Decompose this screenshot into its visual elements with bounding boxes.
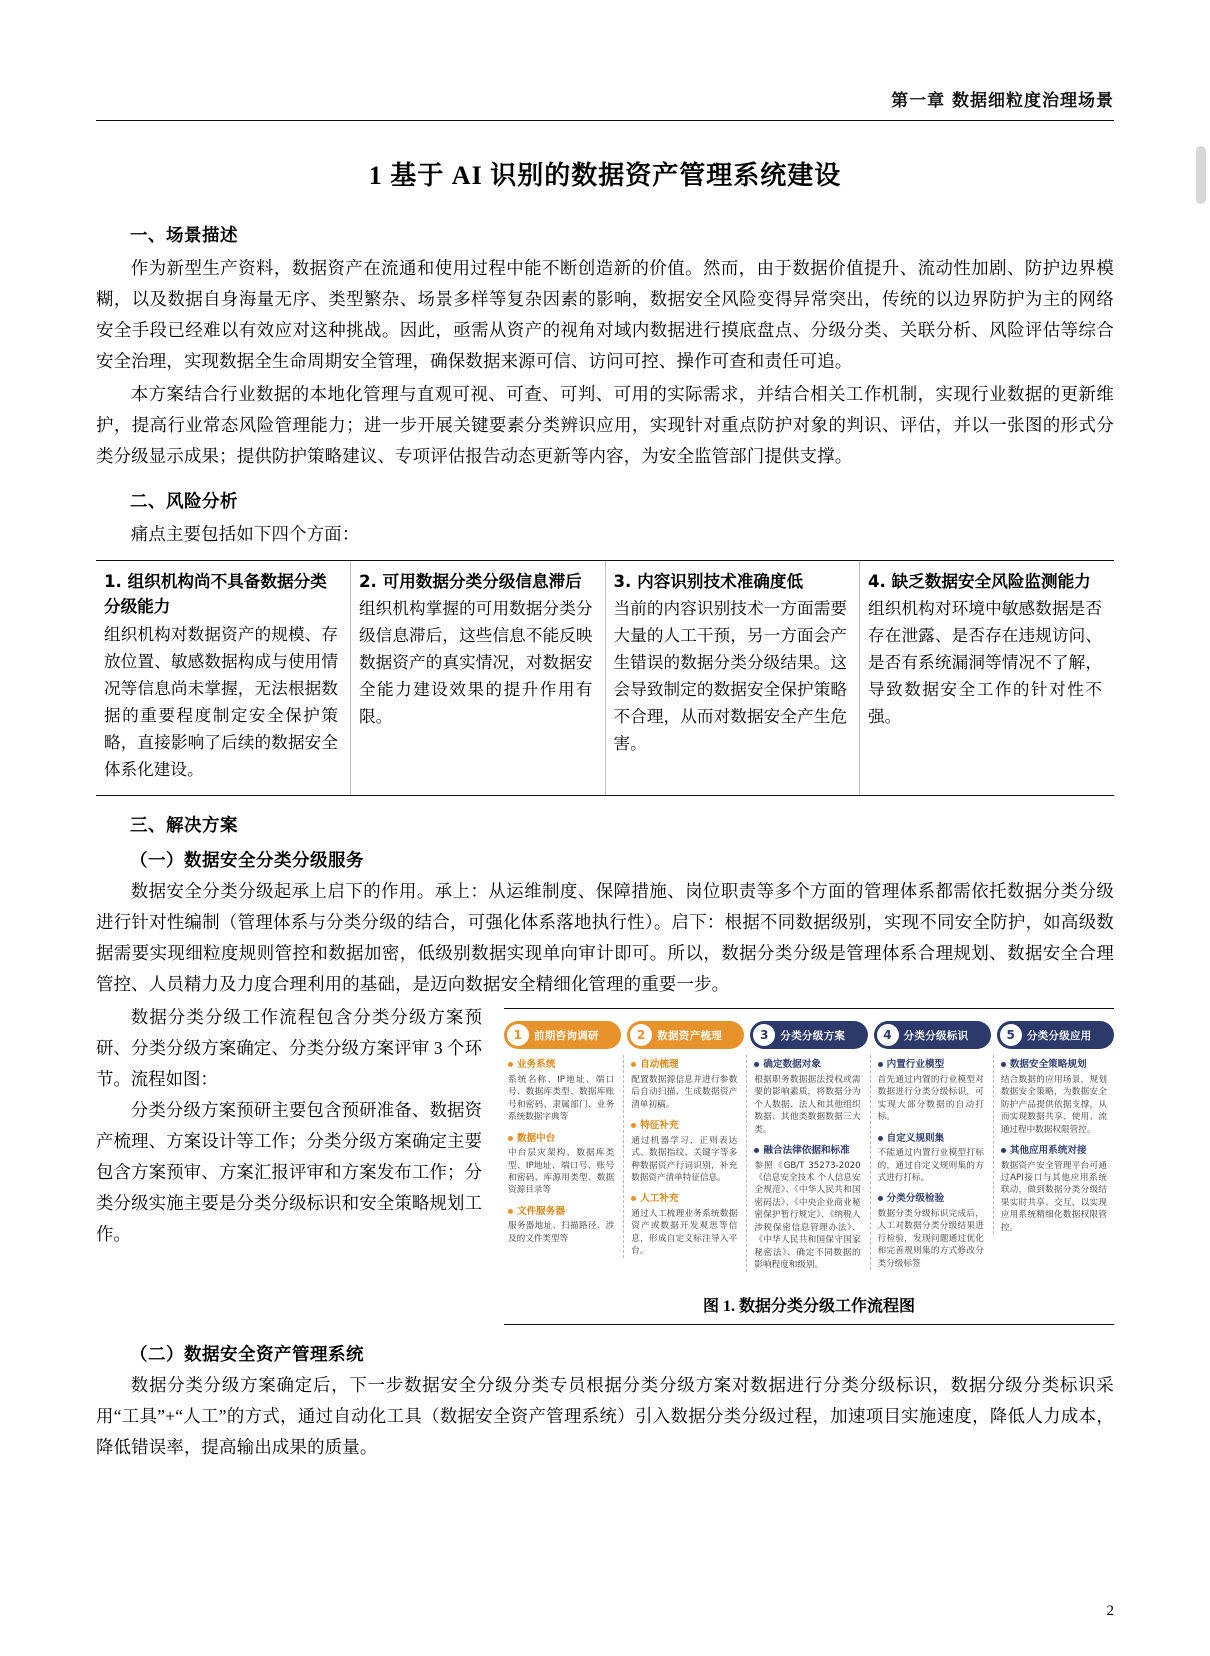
flow-step-3-label: 分类分级方案	[780, 1029, 846, 1042]
flow-group	[754, 1145, 860, 1272]
flow-group-desc: 根据职务数据据法授权或需要的影响素质，将数据分为个人数据、法人和其他组织数据、其他类数据数据三大类。	[754, 1074, 861, 1135]
flow-group	[631, 1059, 737, 1111]
risk-cell-1	[96, 560, 351, 796]
subsection-heading-asset-system: （二）数据安全资产管理系统	[130, 1343, 364, 1364]
flow-group-title: 自动梳理	[631, 1059, 737, 1071]
flow-step-1-pill	[504, 1021, 621, 1049]
risk-title-2: 2. 可用数据分类分级信息滞后	[359, 571, 582, 591]
flow-step-4-label: 分类分级标识	[903, 1029, 969, 1042]
flow-step-1	[504, 1021, 621, 1280]
flow-group-title: 数据安全策略规划	[1001, 1059, 1107, 1071]
figure-caption: 图 1. 数据分类分级工作流程图	[702, 1297, 915, 1315]
risk-cell-3	[605, 560, 860, 796]
risk-body-1: 组织机构对数据资产的规模、存放位置、敏感数据构成与使用情况等信息尚未掌握，无法根据数据的重要程度制定安全保护策略，直接影响了后续的数据安全体系化建设。	[104, 625, 338, 779]
risk-cell-2	[351, 560, 606, 796]
flow-diagram	[504, 1021, 1114, 1280]
flow-step-4-pill	[874, 1021, 991, 1049]
scene-paragraph-2: 本方案结合行业数据的本地化管理与直观可视、可查、可判、可用的实际需求，并结合相关工作机制，实现行业数据的更新维护，提高行业常态风险管理能力；进一步开展关键要素分类辨识应用，实现针对重点防护对象的判识、评估，并以一张图的形式分类分级显示成果；提供防护策略建议、专项评估报告动态更新等内容，为安全监管部门提供支撑。	[96, 383, 1114, 466]
flow-group-title: 人工补充	[631, 1193, 737, 1205]
flow-step-5-number: 5	[1000, 1024, 1022, 1046]
flow-group-title: 业务系统	[508, 1059, 614, 1071]
flow-group-desc: 结合数据的应用场景，规划数据安全策略，为数据安全防护产品提供依据支撑，从而实现数据共享、使用、流通过程中数据权限管控。	[1000, 1074, 1108, 1135]
flow-group-title: 数据中台	[508, 1133, 614, 1145]
flow-group-desc: 服务器地址、扫描路径、涉及的文件类型等	[508, 1221, 615, 1244]
scrollbar-thumb[interactable]	[1196, 146, 1206, 204]
flow-group-desc: 通过机器学习、正则表达式、数据指纹、关键字等多种数据资产行词识别，补充数据资产清单特征信息。	[631, 1135, 738, 1183]
risk-table	[96, 560, 1114, 797]
flow-group	[631, 1193, 737, 1257]
flow-group-desc: 数据资产安全管理平台可通过API接口与其他应用系统联动，做到数据分类分级结果实时共享、交互，以实现应用系统精细化数据权限管控。	[1000, 1160, 1108, 1233]
flow-step-3-pill	[750, 1021, 867, 1049]
header-divider	[96, 120, 1114, 121]
flow-group-desc: 数据分类分级标识完成后，人工对数据分类分级结果进行检验，发现问题通过优化和完善规则集的方式修改分类分级标签	[877, 1208, 984, 1269]
solution-paragraph-1: 数据安全分类分级起承上启下的作用。承上：从运维制度、保障措施、岗位职责等多个方面的管理体系都需依托数据分类分级进行针对性编制（管理体系与分类分级的结合，可强化体系落地执行性）。启下：根据不同数据级别，实现不同安全防护，如高级数据需要实现细粒度规则管控和数据加密，低级别数据实现单向审计即可。所以，数据分类分级是管理体系合理规划、数据安全合理管控、人员精力及力度合理利用的基础，是迈向数据安全精细化管理的重要一步。	[96, 881, 1114, 995]
flow-step-3	[750, 1021, 867, 1280]
risk-body-2: 组织机构掌握的可用数据分类分级信息滞后，这些信息不能反映数据资产的真实情况，对数据安全能力建设效果的提升作用有限。	[359, 599, 593, 726]
solution-paragraph-3: 分类分级方案预研主要包含预研准备、数据资产梳理、方案设计等工作；分类分级方案确定主要包含方案预审、方案汇报评审和方案发布工作；分类分级实施主要是分类分级标识和安全策略规划工作。	[96, 1100, 482, 1245]
flow-group-title: 自定义规则集	[878, 1133, 984, 1145]
flow-group	[508, 1206, 614, 1245]
flow-group-title: 特征补充	[631, 1120, 737, 1132]
subsection-heading-classification-service: （一）数据安全分类分级服务	[130, 850, 364, 871]
flow-step-2	[627, 1021, 744, 1280]
solution-paragraph-2: 数据分类分级工作流程包含分类分级方案预研、分类分级方案确定、分类分级方案评审 3 个环节。流程如图：	[96, 1007, 482, 1090]
flow-group	[508, 1059, 614, 1123]
flow-group	[631, 1120, 737, 1184]
flow-group-desc: 参照《GB/T 35273-2020《信息安全技术 个人信息安全规范》、《中华人民共和国密码法》、《中央企业商业秘密保护暂行规定》、《纳税人涉税保密信息管理办法》、《中华人民共和国保守国家秘密法》、确定不同数据的影响程度和级别。	[754, 1160, 861, 1271]
risk-body-3: 当前的内容识别技术一方面需要大量的人工干预，另一方面会产生错误的数据分类分级结果。这会导致制定的数据安全保护策略不合理，从而对数据安全产生危害。	[613, 599, 847, 753]
section-heading-solution: 三、解决方案	[130, 816, 238, 837]
flow-group	[878, 1059, 984, 1123]
flow-group	[1001, 1145, 1107, 1234]
flow-group-desc: 配置数据源信息并进行参数后自动扫描、生成数据资产清单初稿。	[631, 1074, 738, 1110]
risk-title-4: 4. 缺乏数据安全风险监测能力	[868, 571, 1091, 591]
flow-group-title: 确定数据对象	[754, 1059, 860, 1071]
flow-group	[508, 1133, 614, 1197]
risk-lead-paragraph: 痛点主要包括如下四个方面：	[130, 523, 360, 544]
flow-group-desc: 系统名称、IP地址、端口号、数据库类型、数据库账号和密码、隶属部门、业务系统数据字典等	[508, 1074, 615, 1123]
flow-step-4-number: 4	[877, 1024, 899, 1046]
flow-group-title: 其他应用系统对接	[1001, 1145, 1107, 1157]
flow-group-desc: 通过人工梳理业务系统数据资产或数据开发观思等信息，形成自定义标注导入平台。	[631, 1208, 738, 1257]
flow-group-title: 分类分级检验	[878, 1193, 984, 1205]
flow-group-title: 融合法律依据和标准	[754, 1145, 860, 1157]
flow-group	[878, 1133, 984, 1185]
risk-title-3: 3. 内容识别技术准确度低	[613, 571, 804, 591]
scene-paragraph-1: 作为新型生产资料，数据资产在流通和使用过程中能不断创造新的价值。然而，由于数据价值提升、流动性加剧、防护边界模糊，以及数据自身海量无序、类型繁杂、场景多样等复杂因素的影响，数据安全风险变得异常突出，传统的以边界防护为主的网络安全手段已经难以有效应对这种挑战。因此，亟需从资产的视角对域内数据进行摸底盘点、分级分类、关联分析、风险评估等综合安全治理，实现数据全生命周期安全管理，确保数据来源可信、访问可控、操作可查和责任可追。	[96, 258, 1114, 371]
flow-step-5-pill	[997, 1021, 1114, 1049]
figure-block	[504, 1008, 1114, 1324]
flow-group	[754, 1059, 860, 1136]
risk-title-1: 1. 组织机构尚不具备数据分类分级能力	[104, 571, 327, 617]
section-heading-risk: 二、风险分析	[130, 491, 238, 512]
flow-step-4	[874, 1021, 991, 1280]
flow-group-title: 文件服务器	[508, 1206, 614, 1218]
page-number: 2	[1106, 1603, 1114, 1619]
flow-step-3-number: 3	[753, 1024, 775, 1046]
flow-step-5-label: 分类分级应用	[1026, 1029, 1092, 1042]
flow-step-1-number: 1	[507, 1024, 529, 1046]
running-header: 第一章 数据细粒度治理场景	[891, 91, 1114, 111]
risk-cell-4	[860, 560, 1115, 796]
flow-step-2-pill	[627, 1021, 744, 1049]
flow-step-2-label: 数据资产梳理	[657, 1029, 723, 1042]
flow-step-5	[997, 1021, 1114, 1280]
flow-group-desc: 中台层灾架构、数据库类型、IP地址、端口号、账号和密码、库源用类型、数据资源目录等	[508, 1148, 615, 1196]
flow-step-1-label: 前期咨询调研	[534, 1029, 599, 1042]
flow-group	[1001, 1059, 1107, 1136]
flow-group-title: 内置行业模型	[878, 1059, 984, 1071]
flow-step-2-number: 2	[630, 1024, 652, 1046]
flow-group-desc: 不能通过内置行业模型打标的，通过自定义规则集的方式进行打标。	[877, 1148, 984, 1183]
flow-group-desc: 首先通过内置的行业模型对数据进行分类分级标识，可实现大部分数据的自动打标。	[877, 1074, 984, 1123]
flow-group	[878, 1193, 984, 1270]
section-heading-scene: 一、场景描述	[130, 226, 238, 246]
risk-body-4: 组织机构对环境中敏感数据是否存在泄露、是否存在违规访问、是否有系统漏洞等情况不了解，导致数据安全工作的针对性不强。	[868, 599, 1102, 726]
page-title: 1 基于 AI 识别的数据资产管理系统建设	[368, 161, 842, 190]
asset-system-paragraph-1: 数据分类分级方案确定后，下一步数据安全分级分类专员根据分类分级方案对数据进行分类分级标识，数据分级分类标识采用“工具”+“人工”的方式，通过自动化工具（数据安全资产管理系统）引入数据分类分级过程，加速项目实施速度，降低人力成本，降低错误率，提高输出成果的质量。	[96, 1374, 1114, 1457]
